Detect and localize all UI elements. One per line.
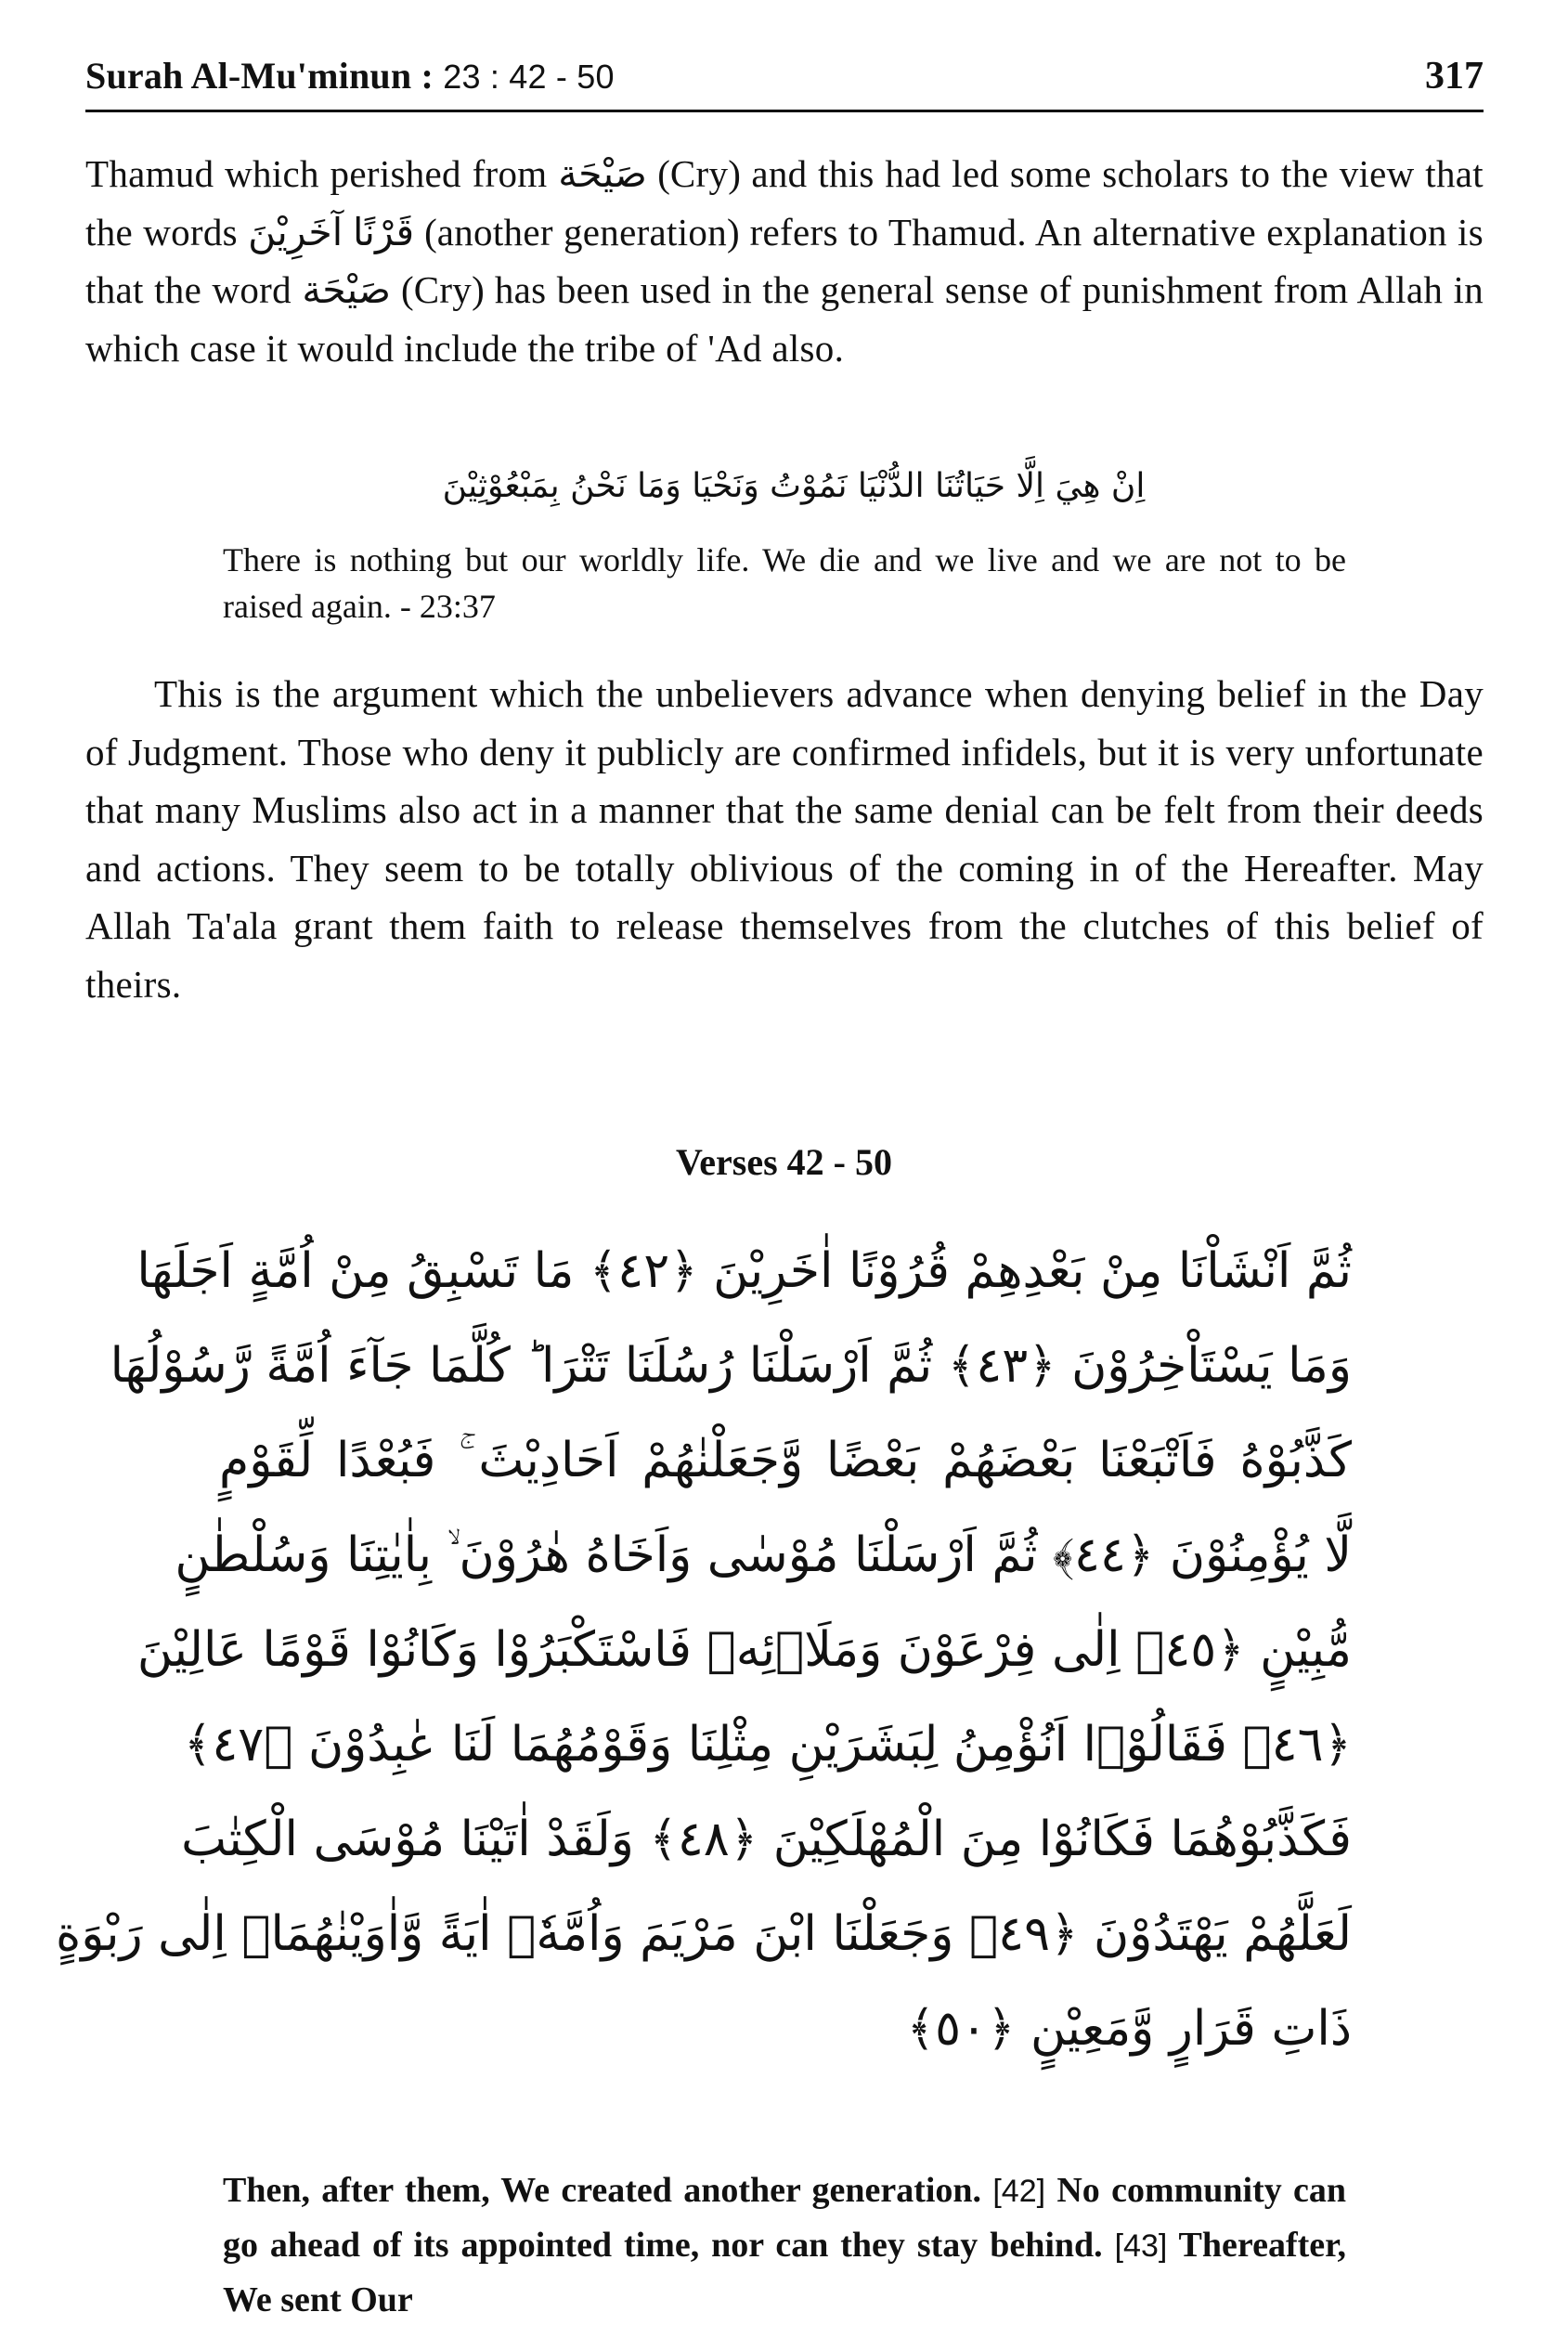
verses-heading: Verses 42 - 50 (676, 1141, 892, 1183)
arabic-verse-line: ذَاتِ قَرَارٍ وَّمَعِيْنٍ ﴿٥٠﴾ (906, 2001, 1352, 2057)
running-title (85, 52, 615, 101)
arabic-verse-line: ﴿٤٦﴾ فَقَالُوْۤا اَنُؤْمِنُ لِبَشَرَيْنِ مِثْلِنَا وَقَوْمُهُمَا لَنَا عٰبِدُوْنَ ﴿٤٧﴾ (183, 1717, 1352, 1773)
arabic-verse-line: وَمَا يَسْتَاْخِرُوْنَ ﴿٤٣﴾ ثُمَّ اَرْسَلْنَا رُسُلَنَا تَتْرَا ؕ كُلَّمَا جَآءَ اُمَّةً رَّسُوْلُهَا (110, 1338, 1352, 1394)
header-rule (85, 110, 1484, 112)
translation-text: Then, after them, We created another generation. (223, 2171, 982, 2210)
surah-name: Surah Al-Mu'minun (85, 55, 412, 97)
arabic-verse-line: ثُمَّ اَنْشَاْنَا مِنْ بَعْدِهِمْ قُرُوْنًا اٰخَرِيْنَ ﴿٤٢﴾ مَا تَسْبِقُ مِنْ اُمَّةٍ اَجَلَهَا (136, 1243, 1352, 1299)
arabic-verse-line: مُّبِيْنٍ ﴿٤٥﴾ اِلٰى فِرْعَوْنَ وَمَلَا۟ئِهٖ فَاسْتَكْبَرُوْا وَكَانُوْا قَوْمًا عَالِيْنَ (136, 1622, 1352, 1678)
title-separator: : (411, 55, 444, 97)
commentary-paragraph-2: This is the argument which the unbelievers advance when denying belief in the Day of Judgment. Those who deny it publicly are confirmed infidels, but it is very unfortunate that many Muslims also act in a manner that the same denial can be felt from their deeds and actions. They seem to be totally oblivious of the coming in of the Hereafter. May Allah Ta'ala grant them faith to release themselves from the clutches of this belief of theirs. (85, 672, 1484, 1006)
translation-text: No community can go ahead of its appointed time, nor can they stay behind. (223, 2171, 1347, 2265)
translation-text: Thereafter, We sent Our (223, 2226, 1346, 2319)
arabic-verse-line: فَكَذَّبُوْهُمَا فَكَانُوْا مِنَ الْمُهْلَكِيْنَ ﴿٤٨﴾ وَلَقَدْ اٰتَيْنَا مُوْسَى الْكِتٰبَ (181, 1812, 1352, 1867)
quoted-verse-arabic: اِنْ هِيَ اِلَّا حَيَاتُنَا الدُّنْيَا نَمُوْتُ وَنَحْيَا وَمَا نَحْنُ بِمَبْعُوْثِيْنَ (442, 467, 1146, 505)
verse-number: [43] (1114, 2228, 1168, 2264)
verse-reference: 23 : 42 - 50 (443, 58, 615, 96)
arabic-verse-line: لَّا يُؤْمِنُوْنَ ﴿٤٤﴾ ثُمَّ اَرْسَلْنَا مُوْسٰى وَاَخَاهُ هٰرُوْنَ ۙ بِاٰيٰتِنَا وَسُلْطٰنٍ (175, 1527, 1352, 1583)
page-number: 317 (1425, 55, 1484, 97)
quoted-verse-translation: There is nothing but our worldly life. We die and we live and we are not to be raised again. - 23:37 (223, 541, 1346, 625)
verse-number: [42] (992, 2174, 1046, 2209)
verse-translation (223, 2163, 1346, 2327)
arabic-verse-line: كَذَّبُوْهُ فَاَتْبَعْنَا بَعْضَهُمْ بَعْضًا وَّجَعَلْنٰهُمْ اَحَادِيْثَ ۚ فَبُعْدًا لِّقَوْمٍ (219, 1433, 1352, 1488)
page-header (85, 52, 1484, 108)
arabic-verse-line: لَعَلَّهُمْ يَهْتَدُوْنَ ﴿٤٩﴾ وَجَعَلْنَا ابْنَ مَرْيَمَ وَاُمَّهٗۤ اٰيَةً وَّاٰوَيْنٰهُمَاۤ اِلٰى رَبْوَةٍ (55, 1906, 1352, 1962)
commentary-paragraph-1: Thamud which perished from صَيْحَة (Cry) and this had led some scholars to the view that the words قَرْنًا آخَرِيْنَ (another generation) refers to Thamud. An alternative explanation is that the word صَيْحَة (Cry) has been used in the general sense of punishment from Allah in which case it would include the tribe of 'Ad also. (85, 152, 1484, 370)
arabic-verses-block (55, 1224, 1352, 2076)
